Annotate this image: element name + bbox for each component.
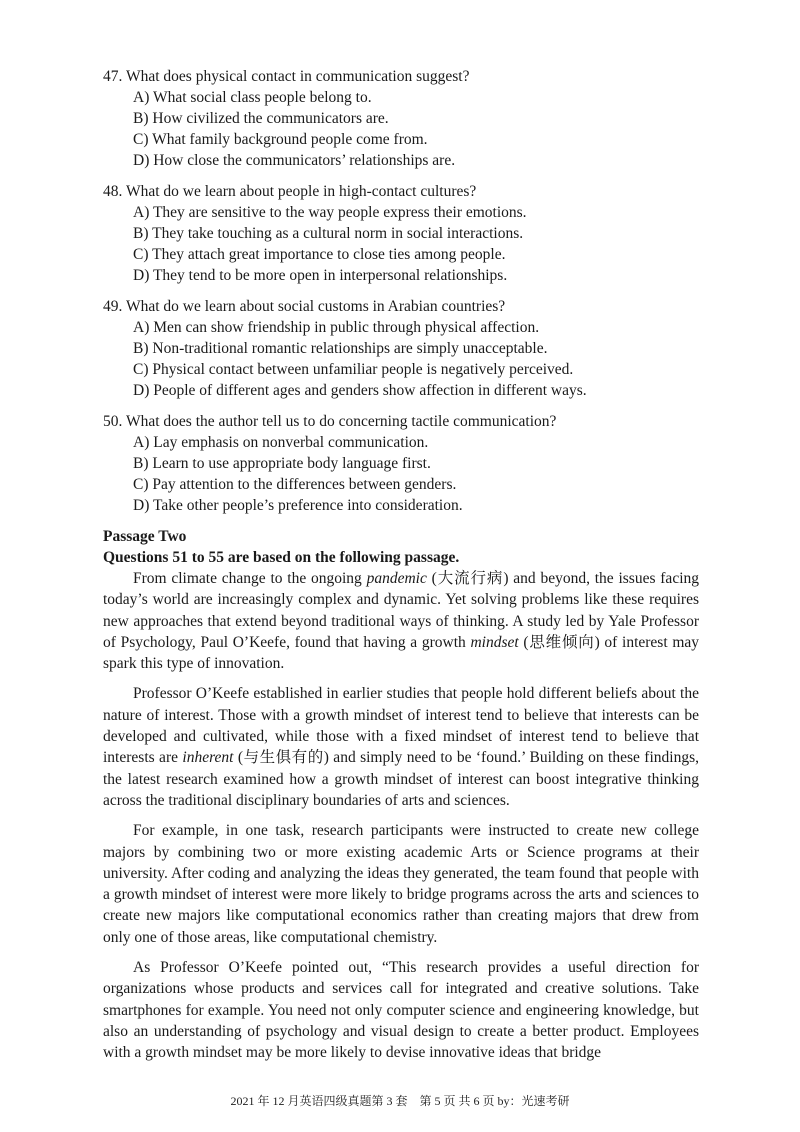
option-a: A) What social class people belong to. <box>133 89 372 106</box>
emphasized-word: inherent <box>182 749 234 767</box>
option-a: A) They are sensitive to the way people express their emotions. <box>133 204 527 221</box>
passage-paragraph-2 <box>103 683 699 811</box>
passage-paragraph-4: As Professor O’Keefe pointed out, “This research provides a useful direction for organizations whose products and services call for integrated and creative solutions. Take smartphones for example. You need not only computer science and engineering knowledge, but also an understanding of psychology and visual design to create a better product. Employees with a growth mindset may be more likely to devise innovative ideas that bridge <box>103 959 699 1062</box>
question-48 <box>103 181 699 286</box>
text-run: Professor O’Keefe established in earlier studies that people hold different beliefs about the nature of interest. Those with a growth mindset of interest tend to believe that interests can be developed and cultivated, while those with a fixed mindset of interest tend to believe that interests are <box>103 685 699 767</box>
question-47 <box>103 66 699 171</box>
option-a: A) Men can show friendship in public through physical affection. <box>133 319 540 336</box>
option-c: C) Pay attention to the differences between genders. <box>133 476 457 493</box>
page-footer: 2021 年 12 月英语四级真题第 3 套 第 5 页 共 6 页 by：光速考研 <box>230 1094 570 1108</box>
text-run: From climate change to the ongoing <box>133 570 367 587</box>
question-50 <box>103 411 699 516</box>
option-b: B) They take touching as a cultural norm in social interactions. <box>133 225 524 242</box>
question-49 <box>103 296 699 401</box>
option-d: D) How close the communicators’ relationships are. <box>133 152 456 169</box>
passage-instruction: Questions 51 to 55 are based on the following passage. <box>103 549 460 566</box>
option-b: B) How civilized the communicators are. <box>133 110 389 127</box>
question-stem: 47. What does physical contact in communication suggest? <box>103 68 470 85</box>
option-d: D) Take other people’s preference into consideration. <box>133 497 463 514</box>
text-run: (大流行病) and beyond, the issues facing today’s world are increasingly complex and dynamic. Yet solving problems like these requires new approaches that extend beyond traditional ways of thinking. A study led by Yale Professor of Psychology, Paul O’Keefe, found that having a growth <box>103 570 700 651</box>
passage-paragraph-3: For example, in one task, research participants were instructed to create new college majors by combining two or more existing academic Arts or Science programs at their university. After coding and analyzing the ideas they generated, the team found that people with a growth mindset of interest were more likely to bridge programs across the arts and sciences to create new majors like computational economics rather than creating majors that drew from only one of those areas, like computational chemistry. <box>103 822 699 946</box>
question-stem: 50. What does the author tell us to do concerning tactile communication? <box>103 413 557 430</box>
passage-title: Passage Two <box>103 528 187 545</box>
option-c: C) They attach great importance to close ties among people. <box>133 246 506 263</box>
exam-page <box>103 66 699 1073</box>
option-c: C) Physical contact between unfamiliar people is negatively perceived. <box>133 361 574 378</box>
option-a: A) Lay emphasis on nonverbal communication. <box>133 434 429 451</box>
option-b: B) Learn to use appropriate body language first. <box>133 455 431 472</box>
emphasized-word: mindset <box>470 633 519 651</box>
question-stem: 48. What do we learn about people in high-contact cultures? <box>103 183 477 200</box>
option-b: B) Non-traditional romantic relationships are simply unacceptable. <box>133 340 548 357</box>
emphasized-word: pandemic <box>366 570 427 587</box>
passage-paragraph-1 <box>103 568 699 674</box>
text-run: (思维倾向) of interest may spark this type of innovation. <box>103 633 700 673</box>
option-d: D) They tend to be more open in interpersonal relationships. <box>133 267 508 284</box>
option-d: D) People of different ages and genders show affection in different ways. <box>133 382 587 399</box>
text-run: (与生俱有的) and simply need to be ‘found.’ Building on these findings, the latest research examined how a growth mindset of interest can boost integrative thinking across the traditional disciplinary boundaries of arts and sciences. <box>103 749 699 809</box>
question-stem: 49. What do we learn about social customs in Arabian countries? <box>103 298 506 315</box>
option-c: C) What family background people come from. <box>133 131 428 148</box>
